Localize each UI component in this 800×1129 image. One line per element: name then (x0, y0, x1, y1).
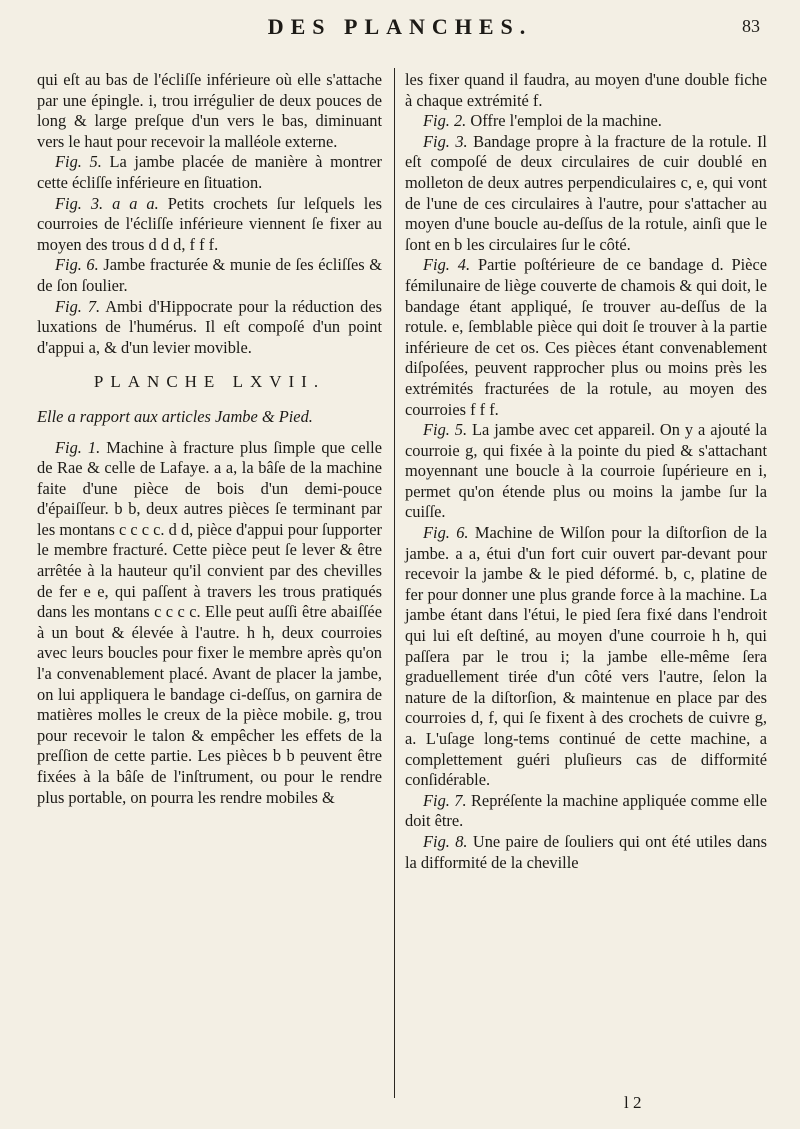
page-number: 83 (742, 16, 760, 36)
paragraph (37, 70, 382, 152)
figure-entry (37, 152, 382, 193)
plate-heading: PLANCHE LXVII. (93, 372, 326, 392)
paragraph-text: Machine de Wilſon pour la diſtorſion de la jambe. a a, étui d'un fort cuir ouvert par-devant pour recevoir la jambe & le pied déformé. b, c, platine de fer pour donner une plus grande force à la machine. La jambe étant dans l'étui, le pied ſera fixé dans l'endroit qui lui eſt deſtiné, au moyen d'une courroie h h, qui paſſera par le trou i; la jambe elle-même ſera graduellement tirée d'un côté vers l'autre, ſelon la nature de la diſtorſion, & maintenue en place par des courroies d, f, qui ſe fixent à des crochets de cuivre g, a. L'uſage long-tems continué de cette machine, a complettement guéri pluſieurs cas de difformité conſidérable. (405, 523, 767, 790)
figure-label: Fig. 5. (423, 420, 468, 440)
paragraph (405, 70, 767, 111)
figure-entry (405, 111, 767, 132)
paragraph-text: La jambe avec cet appareil. On y a ajouté la courroie g, qui fixée à la pointe du pied & s'attachant moyennant une boucle à la courroie ſupérieure en i, permet qu'on étende plus ou moins la jambe ſur la cuiſſe. (405, 420, 767, 522)
paragraph-text: Partie poſtérieure de ce bandage d. Pièce fémilunaire de liège couverte de chamois & qui doit, le bandage étant appliqué, ſe trouver au-deſſus de la rotule. e, ſemblable pièce qui doit ſe trouver à la partie inférieure de cet os. Ces pièces étant convenablement diſpoſées, peuvent rapprocher plus ou moins près les extrémités fracturées de la rotule, au moyen des courroies f f f. (405, 255, 767, 419)
left-column (37, 70, 382, 808)
paragraph-text: Ambi d'Hippocrate pour la réduction des luxations de l'humérus. Il eſt compoſé d'un point d'appui a, & d'un levier movible. (37, 296, 383, 357)
figure-entry (405, 132, 767, 256)
figure-entry (37, 255, 382, 296)
figure-label: Fig. 1. (55, 437, 101, 457)
figure-label: Fig. 6. (55, 255, 99, 275)
figure-entry (405, 791, 767, 832)
paragraph-text: Jambe fracturée & munie de ſes écliſſes & de ſon ſoulier. (37, 255, 382, 295)
figure-label: Fig. 8. (423, 831, 468, 851)
figure-label: Fig. 7. (55, 296, 101, 316)
figure-label: Fig. 3. (423, 131, 468, 151)
paragraph-text: Offre l'emploi de la machine. (470, 111, 662, 131)
running-head-title: DES PLANCHES. (267, 14, 533, 39)
figure-entry (37, 297, 382, 359)
figure-label: Fig. 4. (423, 255, 471, 275)
paragraph-text: qui eſt au bas de l'écliſſe inférieure où elle s'attache par une épingle. i, trou irrégulier de deux pouces de long & large preſque d'un vers le bas, diminuant vers le haut pour recevoir la malléole externe. (37, 70, 382, 151)
figure-label: Fig. 5. (55, 152, 102, 172)
figure-label: Fig. 3. a a a. (55, 193, 159, 213)
right-column (405, 70, 767, 873)
running-head (0, 14, 800, 54)
paragraph-text: Repréſente la machine appliquée comme elle doit être. (405, 790, 767, 831)
paragraph-text: les fixer quand il faudra, au moyen d'une double fiche à chaque extrémité f. (405, 70, 767, 110)
figure-entry (405, 832, 767, 873)
figure-entry (37, 194, 382, 256)
paragraph-text: La jambe placée de manière à montrer cette écliſſe inférieure en ſituation. (37, 152, 382, 192)
paragraph-text: Une paire de ſouliers qui ont été utiles dans la difformité de la cheville (405, 831, 767, 872)
column-divider (394, 68, 395, 1098)
figure-entry (37, 438, 382, 809)
figure-entry (405, 255, 767, 420)
signature-mark: l 2 (624, 1093, 642, 1112)
paragraph-text: Petits crochets ſur leſquels les courroies de l'écliſſe inférieure viennent ſe fixer au moyen des trous d d d, f f f. (37, 193, 382, 254)
figure-label: Fig. 2. (423, 111, 467, 131)
paragraph-text: Bandage propre à la fracture de la rotule. Il eſt compoſé de deux circulaires de cuir doublé en molleton de deux autres perpendiculaires c, e, qui vont de l'une de ces circulaires à l'autre, pour s'attacher au moyen d'une boucle au-deſſus de la rotule, ainſi que le ſont en b les circulaires ſur le côté. (405, 131, 767, 254)
figure-entry (405, 523, 767, 791)
figure-label: Fig. 6. (423, 523, 469, 543)
plate-subheading: Elle a rapport aux articles Jambe & Pied. (37, 406, 313, 426)
figure-label: Fig. 7. (423, 790, 467, 810)
figure-entry (405, 420, 767, 523)
paragraph-text: Machine à fracture plus ſimple que celle de Rae & celle de Lafaye. a a, la bâſe de la machine faite d'une pièce de bois d'un demi-pouce d'épaiſſeur. b b, deux autres pièces ſe terminant par les montans c c c c. d d, pièce d'appui pour ſupporter le membre fracturé. Cette pièce peut ſe lever & être arrêtée à la hauteur qu'il convient par des chevilles de fer e e, qui paſſent à travers les trous pratiqués dans les montans c c c c. Elle peut auſſi être abaiſſée à un bout & élevée à l'autre. h h, deux courroies avec leurs boucles pour fixer le membre après qu'on l'a convenablement placé. Avant de placer la jambe, on lui appliquera le bandage ci-deſſus, on garnira de matières molles le creux de la pièce mobile. g, trou pour recevoir le talon & empêcher les effets de la preſſion de cette partie. Les pièces b b peuvent être fixées à la bâſe de l'inſtrument, ou pour le rendre plus portable, on pourra les rendre mobiles & (37, 437, 382, 807)
